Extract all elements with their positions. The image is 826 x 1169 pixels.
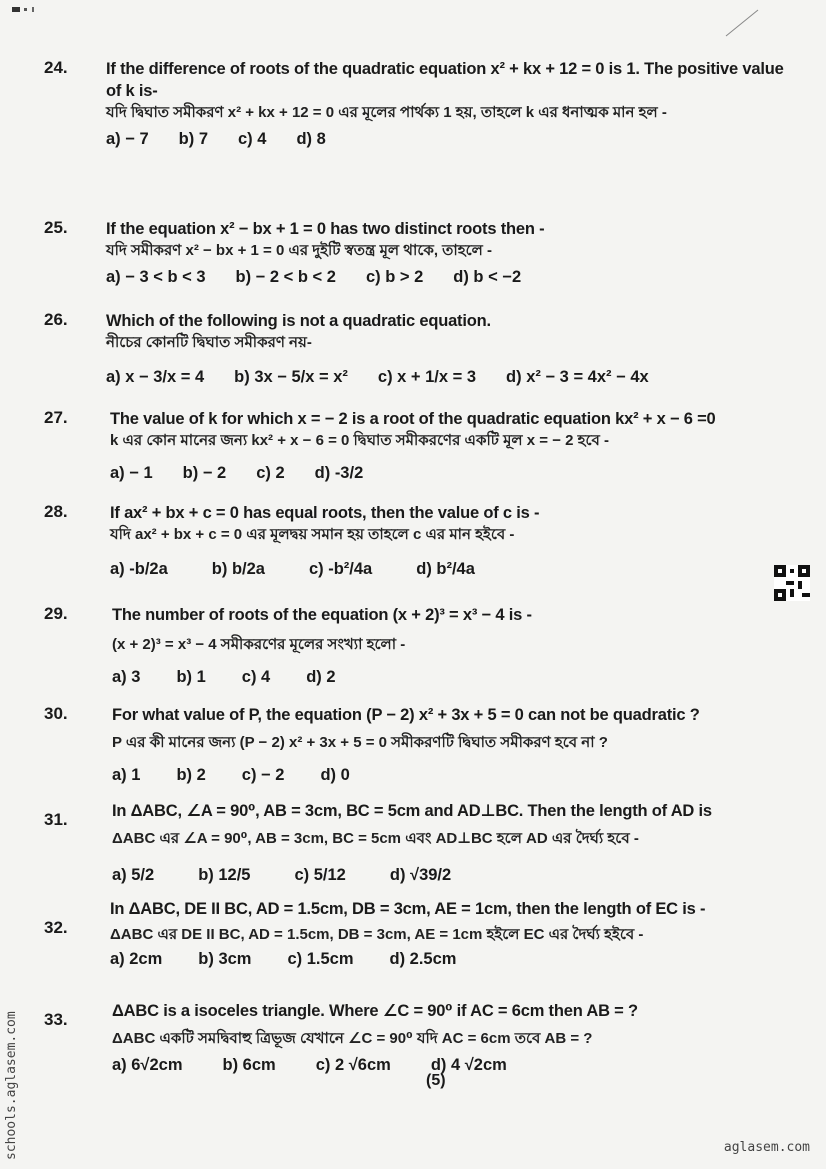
question-24 [44,58,784,149]
question-text-bn: ΔABC একটি সমদ্বিবাহু ত্রিভূজ যেখানে ∠C = 90⁰ যদি AC = 6cm তবে AB = ? [112,1030,593,1047]
question-text-en: If ax² + bx + c = 0 has equal roots, then the value of c is - [110,504,540,522]
option-a: a) 1 [112,766,141,784]
option-b: b) 12/5 [198,866,251,884]
question-number: 32. [44,918,68,937]
option-d: d) 2.5cm [389,950,457,968]
option-a: a) − 3 < b < 3 [106,268,206,286]
option-d: d) √39/2 [389,866,452,884]
option-c: c) 1.5cm [287,950,354,968]
option-b: b) b/2a [211,560,265,578]
question-text-en: Which of the following is not a quadratic equation. [106,312,491,330]
question-text-en: For what value of P, the equation (P − 2) x² + 3x + 5 = 0 can not be quadratic ? [112,706,700,724]
option-d: d) -3/2 [314,464,364,482]
option-c: c) 5/12 [294,866,346,884]
option-c: c) -b²/4a [308,560,373,578]
question-text-bn: k এর কোন মানের জন্য kx² + x − 6 = 0 দ্বিঘাত সমীকরণের একটি মূল x = − 2 হবে - [110,432,610,449]
question-number: 24. [44,58,68,77]
option-d: d) 2 [306,668,336,686]
option-d: d) 4 √2cm [430,1056,507,1074]
question-text-bn: যদি দ্বিঘাত সমীকরণ x² + kx + 12 = 0 এর মূলের পার্থক্য 1 হয়, তাহলে k এর ধনাত্মক মান হল - [106,104,667,121]
options [106,130,784,149]
option-a: a) − 1 [110,464,153,482]
option-d: d) x² − 3 = 4x² − 4x [506,368,649,386]
question-text-bn: যদি ax² + bx + c = 0 এর মূলদ্বয় সমান হয় তাহলে c এর মান হইবে - [110,526,515,543]
question-text-bn: যদি সমীকরণ x² − bx + 1 = 0 এর দুইটি স্বতন্ত্র মূল থাকে, তাহলে - [106,242,493,259]
options [112,866,784,885]
option-c: c) 4 [238,130,267,148]
option-a: a) 5/2 [112,866,155,884]
question-31 [44,800,784,885]
option-b: b) 2 [176,766,206,784]
options [112,766,784,785]
question-25 [44,218,784,287]
option-d: d) 8 [296,130,326,148]
option-b: b) − 2 [182,464,227,482]
option-c: c) b > 2 [365,268,424,286]
option-b: b) 1 [176,668,206,686]
question-text-bn: নীচের কোনটি দ্বিঘাত সমীকরণ নয়- [106,334,312,351]
option-b: b) 3x − 5/x = x² [234,368,348,386]
question-number: 26. [44,310,68,329]
question-number: 33. [44,1010,68,1029]
question-26 [44,310,784,387]
question-number: 25. [44,218,68,237]
option-d: d) b < −2 [453,268,522,286]
option-b: b) 3cm [198,950,252,968]
option-a: a) − 7 [106,130,149,148]
options [110,464,784,483]
question-number: 29. [44,604,68,623]
question-number: 28. [44,502,68,521]
option-a: a) -b/2a [110,560,168,578]
question-text-bn: ΔABC এর ∠A = 90⁰, AB = 3cm, BC = 5cm এবং AD⊥BC হলে AD এর দৈর্ঘ্য হবে - [112,830,639,847]
question-text-en: The number of roots of the equation (x + 2)³ = x³ − 4 is - [112,606,532,624]
question-text-en: If the difference of roots of the quadratic equation x² + kx + 12 = 0 is 1. The positive value of k is- [106,60,784,100]
question-28 [44,502,784,579]
options [106,368,784,387]
options [112,1056,784,1075]
options [112,668,784,687]
option-b: b) − 2 < b < 2 [235,268,336,286]
question-text-bn: ΔABC এর DE II BC, AD = 1.5cm, DB = 3cm, AE = 1cm হইলে EC এর দৈর্ঘ্য হইবে - [110,926,644,943]
option-b: b) 7 [178,130,208,148]
question-text-en: In ΔABC, DE II BC, AD = 1.5cm, DB = 3cm, AE = 1cm, then the length of EC is - [110,900,706,918]
question-text-en: If the equation x² − bx + 1 = 0 has two distinct roots then - [106,220,545,238]
option-c: c) x + 1/x = 3 [377,368,477,386]
option-a: a) 6√2cm [112,1056,183,1074]
scan-mark-icon [12,6,42,14]
scan-line-icon [724,8,760,38]
option-c: c) − 2 [241,766,285,784]
options [110,950,784,969]
question-30 [44,704,784,785]
option-b: b) 6cm [222,1056,276,1074]
option-c: c) 2 [256,464,285,482]
side-watermark: schools.aglasem.com [4,1011,19,1160]
option-c: c) 4 [241,668,271,686]
question-number: 27. [44,408,68,427]
option-d: d) 0 [320,766,350,784]
question-29 [44,604,784,687]
page-number: (5) [426,1072,446,1089]
question-number: 31. [44,810,68,829]
question-text-bn: (x + 2)³ = x³ − 4 সমীকরণের মূলের সংখ্যা হলো - [112,636,406,653]
question-text-en: ΔABC is a isoceles triangle. Where ∠C = 90⁰ if AC = 6cm then AB = ? [112,1002,638,1020]
question-text-bn: P এর কী মানের জন্য (P − 2) x² + 3x + 5 = 0 সমীকরণটি দ্বিঘাত সমীকরণ হবে না ? [112,734,608,751]
question-27 [44,408,784,483]
options [110,560,784,579]
qr-code-icon [774,565,810,601]
question-text-en: In ΔABC, ∠A = 90⁰, AB = 3cm, BC = 5cm and AD⊥BC. Then the length of AD is [112,802,712,820]
option-a: a) 3 [112,668,141,686]
option-a: a) 2cm [110,950,163,968]
question-text-en: The value of k for which x = − 2 is a root of the quadratic equation kx² + x − 6 =0 [110,410,716,428]
footer-site-link[interactable]: aglasem.com [723,1140,810,1155]
question-33 [44,1000,784,1075]
options [106,268,784,287]
option-a: a) x − 3/x = 4 [106,368,205,386]
question-32 [44,898,784,969]
option-d: d) b²/4a [416,560,475,578]
option-c: c) 2 √6cm [315,1056,391,1074]
question-number: 30. [44,704,68,723]
